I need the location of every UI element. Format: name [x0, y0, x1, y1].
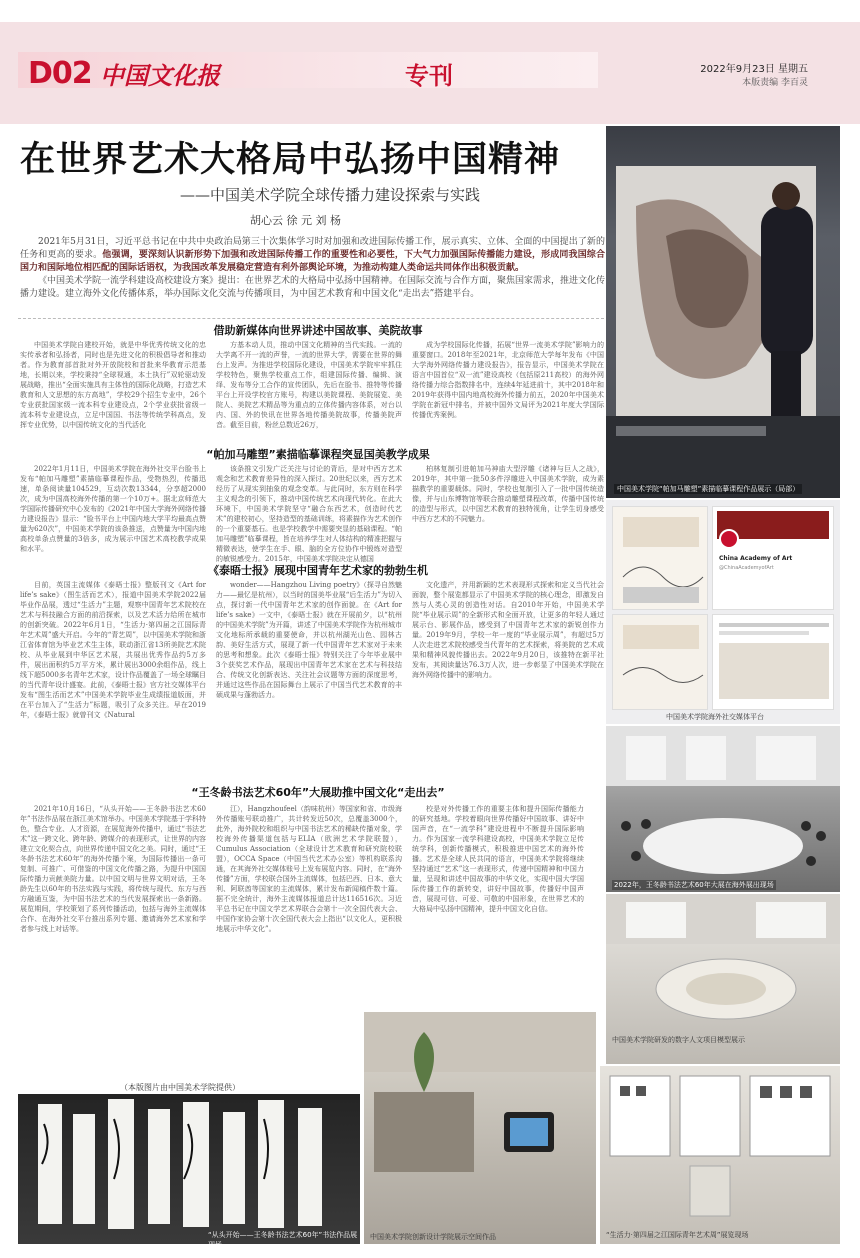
- social-card-art-2: [613, 615, 709, 711]
- section-name: 专刊: [405, 62, 453, 90]
- section2-col1: 2022年1月11日，中国美术学院在海外社交平台脸书上发布“帕加马雕塑”素描临摹课程作品，受物热烈，传播迅速，单条阅读量104529，互动次数13344，分享超2000次，成为中国高校海外传播的第一个10万+。据北京师范大学国际传播研究中心发布的《2021年中国大学海外网络传播力建设报告》显示：“脸书平台上中国内地大学平均最高点赞量为620次”，中国美术学院的该条推送，点赞量为中国内地高校单条点赞量的3倍多，成为展示中国艺术高校教学成果和水平。: [20, 465, 206, 553]
- social-profile-card: [712, 506, 834, 610]
- profile-handle: @ChinaAcademyofArt: [719, 565, 774, 571]
- post-image: [719, 643, 829, 699]
- section-heading-2: “帕加马雕塑”素描临摹课程突显国美教学成果: [206, 448, 430, 461]
- social-card-left-bottom: [612, 614, 708, 710]
- photo-exhibition-crowd: [606, 726, 840, 892]
- post-line: [719, 623, 829, 627]
- section2-col3: 柏林复制引进帕加马神庙大型浮雕《诸神与巨人之战》，2019年，其中第一批50多件浮雕进入中国美术学院，成为素描教学的重要载体。同时，学校也复制引入了一批中国传统造像，并与山东博物馆等联合推动雕塑课程改革，传播中国传统的造型与形式，以中国艺术教育的独特视角，让学生切身感受中西方艺术的不同魅力。: [412, 465, 604, 523]
- photo-calligraphy-exhibition: [18, 1094, 360, 1249]
- design-illustration: [364, 1012, 596, 1222]
- caption-bottom-3: “生活力·第四届之江国际青年艺术周”展览现场: [606, 1231, 749, 1239]
- lead-highlight: 他强调，要深刻认识新形势下加强和改进国际传播工作的重要性和必要性，下大气力加强国际传播能力建设，形成同我国综合国力和国际地位相匹配的国际话语权，为我国改革发展稳定营造有利外部舆论环境，为推动构建人类命运共同体作出积极贡献。: [20, 250, 605, 273]
- lead-paragraph-2: 《中国美术学院一流学科建设高校建设方案》提出：在世界艺术的大格局中弘扬中国精神。在国际交流与合作方面，聚焦国家需求，推进文化传播力建设。建立海外文化传播体系，举办国际文化交流与传播项目，为中国艺术教育和中国文化“走出去”搭建平台。: [20, 276, 606, 299]
- crowd-illustration: [606, 726, 840, 892]
- section-divider: [18, 318, 604, 319]
- editor-credit: 本版责编 李百灵: [742, 78, 808, 88]
- section2-col2: 该条推文引发广泛关注与讨论的背后，是对中西方艺术观念和艺术教育差异性的深入探讨。20世纪以来，西方艺术经历了从现实到抽象的观念变革。与此同时，东方则在科学主义观念的引领下，推动中国传统艺术向现代转化。在此大环境下，中国美术学院坚守“融合东西艺术，创造时代艺术”的建校初心，坚持造型的基础训练，将素描作为艺术创作的一个重要基石。也是学校教学中需要突显的基础课程。“帕加马雕塑”临摹课程，旨在培养学生对人体结构的精准把握与精微表达，使学生在手、眼、脑的全方位协作中锻炼对造型的敏锐感受力。2015年，中国美术学院决定从德国: [216, 465, 402, 563]
- profile-name: China Academy of Art: [719, 555, 793, 562]
- photo-youth-art-week: [600, 1066, 840, 1244]
- caption-bottom-2: 中国美术学院创新设计学院展示空间作品: [370, 1233, 496, 1241]
- section-heading-3: 《泰晤士报》展现中国青年艺术家的勃勃生机: [208, 564, 428, 577]
- caption-main-photo: 中国美术学院“帕加马雕塑”素描临摹课程作品展示（局部）: [614, 484, 802, 494]
- section3-col1: 目前，英国主流媒体《泰晤士报》整版刊文《Art for life’s sake》（图生活而艺术），报道中国美术学院2022届毕业作品展，透过“生活力”主题，观察中国青年艺术院校在艺术与科技融合方面的前沿探索，以及艺术活力给所在城市的创新突破。2022年6月1日，“生活力·第四届之江国际青年艺术周”盛大开启。今年的“青艺周”，以中国美术学院和浙江省体育馆为毕业艺术生主体，联动浙江省13所美院艺术院校、从毕业展到中华区艺术展，共展出优秀作品约5万多件，展出面积约5万平方米，累计展出3000余组作品，线上线下超5000多名青年艺术家，设计作品覆盖了一场全球瞩目的当代青年设计盛宴。此前，《泰晤士报》官方社交媒体平台发布“图生活而艺术”中国美术学院毕业生成绩报道版面，并在平台加入了“生活力”标题，吸引了众多关注。早在2019年，《泰晤士报》就曾刊文《Natural: [20, 581, 206, 719]
- byline: 胡心云 徐 元 刘 杨: [250, 214, 341, 227]
- photo-design-space: [364, 1012, 596, 1244]
- post-line: [719, 631, 809, 635]
- section1-col2: 方基本动人员，推动中国文化精神的当代实践。一流的大学离不开一流的声誉，一流的世界大学，需要在世界的舞台上发声。为推进学校国际化建设，中国美术学院牢牢抓住学校特色，聚焦学校重点工作，组建国际传播、编辑、演绎、发布等分工合作的宣传团队，先后在脸书、推特等传播平台上开设学校官方账号，构建以美院课程、美院展览、美院人、美院艺术精品等为重点的立体传播内容体系，对台以内、国、外的快讯在世界各地传播美院故事，传播美院声音。截至目前，粉丝总数近26万，: [216, 341, 402, 429]
- headline-subtitle: ——中国美术学院全球传播力建设探索与实践: [180, 186, 481, 204]
- caption-exhibition: 2022年，王冬龄书法艺术60年大展在海外展出现场: [614, 881, 774, 889]
- caption-bottom-1: “从头开始——王冬龄书法艺术60年”书法作品展现场: [208, 1231, 358, 1249]
- section3-col2: wonder——Hangzhou Living poetry》（探寻自然魅力——最忆是杭州），以当时的国美毕业展“后生活力”为切入点，探讨新一代中国青年艺术家的创作面貌。在《Art for life’s sake》一文中，《泰晤士报》就在开展前夕，以“杭州的中国美术学院”为开篇，讲述了中国美术学院作为杭州城市文化地标所承载的重要使命，并以杭州湖光山色、园林古韵、美好生活方式，展现了新一代中国青年艺术家对于未来的思考和想象。此次《泰晤士报》特别关注了今年毕业展中3个获奖艺术作品，展现出中国青年艺术家在艺术与科技结合、传统文化创新表达、关注社会议题等方面的深度思考，并通过这些作品在国际舞台上展示了中国当代艺术教育的丰硕成果与蓬勃活力。: [216, 581, 402, 699]
- lead-paragraphs: [20, 236, 605, 301]
- calligraphy-illustration: [18, 1094, 360, 1244]
- avatar: [719, 529, 739, 549]
- section4-col2: 江），Hangzhoufeel（韵味杭州）等国家和省、市级海外传播账号联动推广，共计转发近50次，总覆盖3000个，此外，海外院校和组织与中国书法艺术的稀缺传播对象，学校海外传播渠道包括与ELIA（欧洲艺术学院联盟），Cumulus Association（全球设计艺术教育和研究院校联盟），OCCA Space（中国当代艺术办公室）等机构联系沟通，在其海外社交媒体账号上发布展览内容。同时，在“海外传播”方面，学校联合国外主流媒体，包括巴西、日本、意大利、阿联酋等国家的主流媒体，累计发布新闻稿件数十篇。据不完全统计，海外主流媒体报道总计达116516次。习近平总书记在中国文学艺术界联合会第十一次全国代表大会、中国作家协会第十次全国代表大会上指出“以文化人，更积极地展示中华文化”。: [216, 805, 402, 933]
- section1-col3: 成为学校国际化传播，拓展“世界一流美术学院”影响力的重要窗口。2018年至2021年，北京师范大学每年发布《中国大学海外网络传播力建设报告》，报告显示，中国美术学院在语言中国首位“双一流”建设高校（包括原211高校）的海外网络传播力综合指数排名中，连续4年延进前十，其中2018年和2019年获得中国内地高校海外传播力前五，2020年中国美术学院在新冠中排名，并被中国外文局评为2021年度大学国际传播优秀案例。: [412, 341, 604, 419]
- headline-title: 在世界艺术大格局中弘扬中国精神: [20, 139, 561, 180]
- section4-col1: 2021年10月16日，“从头开始——王冬龄书法艺术60年”书法作品展在浙江美术馆举办。中国美术学院基于学科特色，整合专业、人才资源，在展览海外传播中，通过“书法艺术”这一跨文化、跨年龄、跨媒介的表现形式，让世界的内容建立文化契合点，向世界传递中国文化之美。同时，通过“王冬龄书法艺术60年”的海外传播个案，为国际传播出一条可复制、可推广、可借鉴的中国文化传播之路，为提升中国国际传播力贡献美院力量。以中国文明与世界文明对话，王冬龄先生以60年的书法实践与实践，将传统与现代、东方与西方融通互鉴，为中国书法艺术的当代发展探索出一条新路。展览期间，学校策划了系列传播活动，包括与海外主流媒体合作、在海外社交平台推出系列专题、邀请海外艺术家和学者参与线上对话等。: [20, 805, 206, 933]
- photo-social-media: [606, 500, 840, 724]
- section-heading-4: “王冬龄书法艺术60年”大展助推中国文化“走出去”: [191, 786, 445, 799]
- page-number: D02: [28, 56, 92, 91]
- photo-sculpture-drawing: [606, 126, 840, 498]
- art-week-illustration: [600, 1066, 840, 1226]
- lead-paragraph-1: 2021年5月31日，习近平总书记在中共中央政治局第三十次集体学习时对加强和改进国际传播工作，展示真实、立体、全面的中国提出了新的任务和更高的要求。他强调，要深刻认识新形势下加强和改进国际传播工作的重要性和必要性，下大气力加强国际传播能力建设，形成同我国综合国力和国际地位相匹配的国际话语权，为我国改革发展稳定营造有利外部舆论环境，为推动构建人类命运共同体作出积极贡献。: [20, 237, 605, 273]
- drawing-illustration: [606, 126, 840, 498]
- caption-model: 中国美术学院研发的数字人文项目模型展示: [612, 1036, 745, 1044]
- section-heading-1: 借助新媒体向世界讲述中国故事、美院故事: [213, 324, 423, 337]
- social-post-card: [712, 614, 834, 710]
- caption-social-media: 中国美术学院海外社交媒体平台: [666, 713, 764, 721]
- model-illustration: [606, 894, 840, 1034]
- paper-name: 中国文化报: [100, 61, 220, 90]
- photo-credit: （本版图片由中国美术学院提供）: [120, 1083, 240, 1092]
- section3-col3: 文化遗产，并用新颖的艺术表现形式探索和定义当代社会面貌，整个展览都显示了中国美术学院的核心理念，即激发自然与人类心灵的创造性对话。自2010年开始，中国美术学院“毕业展示周”的全新形式和全面开放，让更多的年轻人通过展示台、影展作品，感受到了中国青年艺术家的新锐创作力量。2019年9月，学校一年一度的“毕业展示周”，有超过5万人次走进艺术院校感受当代青年的艺术探索，将美院的艺术成果和精神风貌传播出去。2022年9月20日，该推特在新平社发布，其阅读量达76.3万人次，进一步彰显了中国美术学院在海外网络传播中的影响力。: [412, 581, 604, 679]
- section4-col3: 校是对外传播工作的重要主体和提升国际传播能力的研究基地。学校着眼向世界传播好中国故事、讲好中国声音，在“一流学科”建设进程中不断提升国际影响力。作为国家一流学科建设高校，中国美术学院立足传统学科，创新传播模式，积极推进中国艺术的海外传播。艺术是全球人民共同的语言，中国美术学院将继续坚持通过“艺术”这一表现形式，传递中国精神和中国力量，呈现和讲述中国故事的中华文化，实现中国大学国际传播工作的新转变，讲好中国故事，传播好中国声音，展现可信、可爱、可敬的中国形象，在世界艺术的大格局中弘扬中国精神，提升中国文化自信。: [412, 805, 584, 913]
- social-card-left-top: [612, 506, 708, 610]
- section1-col1: 中国美术学院自建校开始，就是中华优秀传统文化的忠实传承者和弘扬者，同时也是先进文化的积极倡导者和推动者。作为教育部首批对外开放院校和首批来华教育示范基地，长期以来，学校秉持“全球视通，本土执行”双轮驱动发展战略，推出“全面实施具有主体性的国际化战略，打造艺术教育和人文思想的东方高地”，学校29个招生专业中，26个专业获批国家级一流本科专业建设点，2个学业获批省级一流本科专业建设点，立足中国国、书法等传统学科高点，发挥专业优势，以中国传统文化的当代活化: [20, 341, 206, 429]
- social-card-art: [613, 507, 709, 611]
- issue-date: 2022年9月23日 星期五: [700, 64, 808, 75]
- photo-model-display: [606, 894, 840, 1064]
